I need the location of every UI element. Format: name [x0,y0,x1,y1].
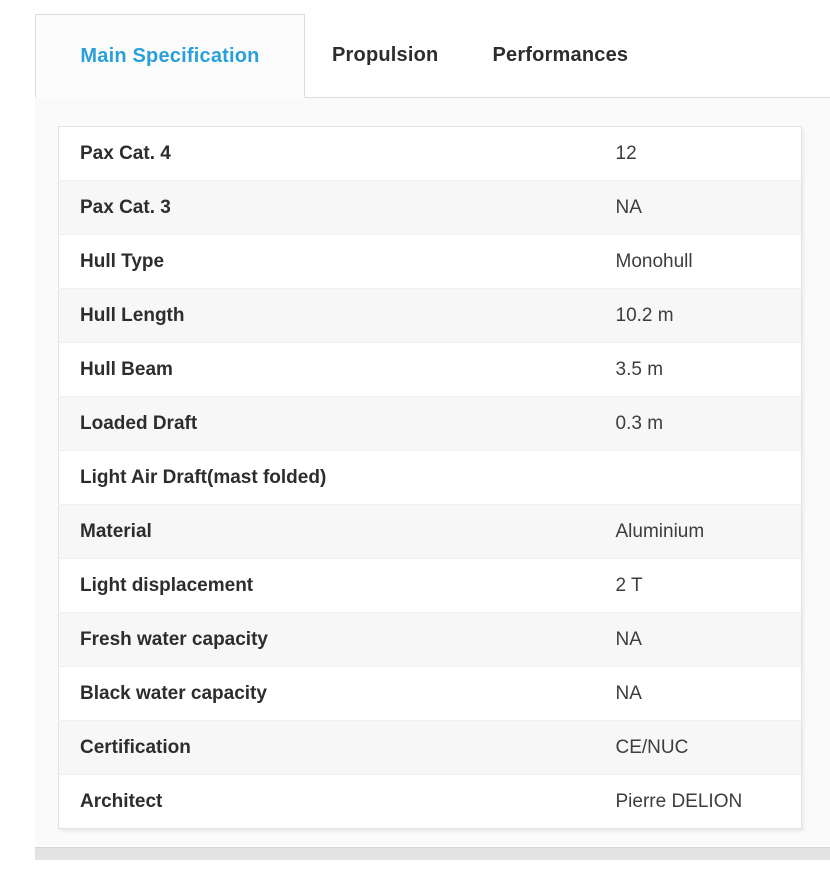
spec-row [59,343,802,397]
spec-value: CE/NUC [616,721,802,775]
specification-table [58,126,802,829]
spec-row [59,127,802,181]
spec-label: Hull Type [59,235,616,289]
spec-value: NA [616,613,802,667]
tab-label: Performances [492,44,629,66]
spec-row [59,505,802,559]
spec-value: 12 [615,142,637,164]
spec-value: 0.3 m [616,397,802,451]
spec-value [616,451,802,505]
spec-row [59,667,802,721]
spec-label: Certification [59,721,616,775]
tab-label: Main Specification [80,44,260,67]
spec-row [59,397,802,451]
tab-propulsion[interactable] [305,14,465,97]
spec-label: Light Air Draft(mast folded) [59,451,616,505]
spec-row [59,451,802,505]
tab-performances[interactable] [465,14,655,97]
spec-row [59,775,802,829]
spec-row [59,721,802,775]
spec-label: Pax Cat. 4 [80,142,171,164]
spec-value: NA [616,667,802,721]
spec-row [59,613,802,667]
spec-row [59,181,802,235]
spec-label: Loaded Draft [59,397,616,451]
content-panel [35,98,830,845]
spec-row [59,559,802,613]
spec-value: 2 T [616,559,802,613]
tab-label: Propulsion [332,44,439,66]
spec-label: Light displacement [59,559,616,613]
spec-value: Aluminium [616,505,802,559]
spec-value: Monohull [616,235,802,289]
spec-row [59,235,802,289]
spec-row [59,289,802,343]
spec-label: Material [59,505,616,559]
tab-main-specification[interactable] [35,14,305,98]
tab-bar [35,14,830,98]
spec-value: NA [616,181,802,235]
spec-value: Pierre DELION [616,775,802,829]
spec-label: Hull Length [59,289,616,343]
spec-label: Hull Beam [59,343,616,397]
spec-value: 10.2 m [616,289,802,343]
spec-label: Fresh water capacity [59,613,616,667]
spec-label: Black water capacity [59,667,616,721]
next-section-edge [35,847,830,860]
spec-value: 3.5 m [616,343,802,397]
spec-label: Architect [59,775,616,829]
boat-spec-page [0,14,830,873]
spec-label: Pax Cat. 3 [59,181,616,235]
